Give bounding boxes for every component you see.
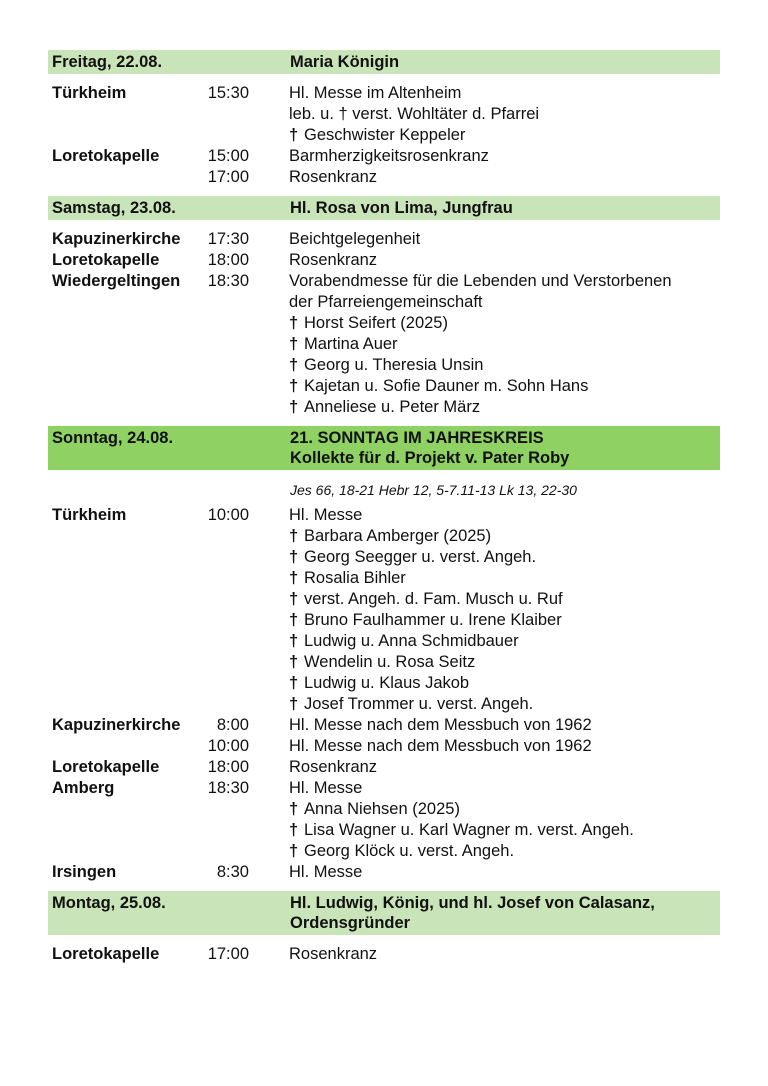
- detail-line: [289, 505, 720, 526]
- entry-details: [249, 736, 720, 757]
- detail-text: Lisa Wagner u. Karl Wagner m. verst. Angeh.: [304, 821, 634, 839]
- detail-text: Wendelin u. Rosa Seitz: [304, 653, 476, 671]
- schedule-entry: [48, 862, 720, 883]
- detail-text: Georg Seegger u. verst. Angeh.: [304, 548, 537, 566]
- cross-icon: †: [289, 590, 299, 608]
- detail-line: [289, 229, 720, 250]
- detail-text: Barmherzigkeitsrosenkranz: [289, 147, 489, 165]
- day-header: [48, 50, 720, 74]
- detail-text: Hl. Messe nach dem Messbuch von 1962: [289, 737, 592, 755]
- entry-place: Kapuzinerkirche: [52, 230, 181, 248]
- detail-line: [289, 589, 720, 610]
- entry-time: 8:00: [216, 716, 249, 734]
- entry-details: [249, 167, 720, 188]
- detail-line: [289, 104, 720, 125]
- detail-line: [289, 167, 720, 188]
- cross-icon: †: [289, 695, 299, 713]
- cross-icon: †: [289, 653, 299, 671]
- entry-details: [249, 250, 720, 271]
- schedule-entry: [48, 944, 720, 965]
- entry-details: [249, 271, 720, 418]
- cross-icon: †: [289, 800, 299, 818]
- detail-text: Hl. Messe: [289, 779, 363, 797]
- feast-title: [290, 52, 720, 72]
- entry-time: 8:30: [216, 863, 249, 881]
- entry-details: [249, 505, 720, 715]
- cross-icon: †: [289, 569, 299, 587]
- cross-icon: †: [289, 548, 299, 566]
- entry-time: 18:30: [207, 779, 249, 797]
- feast-line: Ordensgründer: [290, 914, 411, 932]
- entry-place: Wiedergeltingen: [52, 272, 181, 290]
- entry-details: [249, 83, 720, 146]
- detail-text: Geschwister Keppeler: [304, 126, 466, 144]
- schedule-page: [48, 50, 720, 973]
- day-header: [48, 196, 720, 220]
- detail-line: [289, 250, 720, 271]
- detail-line: [289, 944, 720, 965]
- detail-line: [289, 778, 720, 799]
- entry-place: Amberg: [52, 779, 115, 797]
- detail-text: Rosenkranz: [289, 251, 378, 269]
- detail-line: [289, 673, 720, 694]
- entry-time: 15:30: [207, 84, 249, 102]
- detail-text: Anna Niehsen (2025): [304, 800, 460, 818]
- entry-place: Loretokapelle: [52, 758, 160, 776]
- entry-details: [249, 757, 720, 778]
- day-section: [48, 891, 720, 973]
- detail-line: [289, 610, 720, 631]
- cross-icon: †: [289, 335, 299, 353]
- detail-line: [289, 799, 720, 820]
- day-date: Freitag, 22.08.: [52, 53, 163, 71]
- day-section: [48, 426, 720, 891]
- entry-place: Loretokapelle: [52, 945, 160, 963]
- detail-text: Beichtgelegenheit: [289, 230, 421, 248]
- day-body: [48, 935, 720, 973]
- detail-text: Georg Klöck u. verst. Angeh.: [304, 842, 515, 860]
- detail-line: [289, 376, 720, 397]
- schedule-entry: [48, 715, 720, 736]
- feast-line: 21. SONNTAG IM JAHRESKREIS: [290, 429, 544, 447]
- cross-icon: †: [289, 126, 299, 144]
- entry-time: 17:30: [207, 230, 249, 248]
- cross-icon: †: [289, 842, 299, 860]
- entry-place: Loretokapelle: [52, 251, 160, 269]
- detail-line: [289, 841, 720, 862]
- detail-text: Hl. Messe: [289, 863, 363, 881]
- detail-line: [289, 397, 720, 418]
- day-body: [48, 470, 720, 891]
- entry-time: 17:00: [207, 168, 249, 186]
- entry-place: Türkheim: [52, 506, 127, 524]
- detail-text: Vorabendmesse für die Lebenden und Verstorbenen: [289, 272, 672, 290]
- detail-text: Rosenkranz: [289, 758, 378, 776]
- entry-place: [48, 167, 197, 188]
- detail-text: Barbara Amberger (2025): [304, 527, 492, 545]
- day-date: Montag, 25.08.: [52, 894, 166, 912]
- detail-line: [289, 820, 720, 841]
- schedule-entry: [48, 146, 720, 167]
- schedule-entry: [48, 736, 720, 757]
- detail-text: Rosalia Bihler: [304, 569, 406, 587]
- detail-line: [289, 526, 720, 547]
- detail-text: Georg u. Theresia Unsin: [304, 356, 484, 374]
- detail-text: Hl. Messe im Altenheim: [289, 84, 462, 102]
- entry-time: 18:30: [207, 272, 249, 290]
- day-body: [48, 220, 720, 426]
- feast-title: [290, 198, 720, 218]
- day-section: [48, 50, 720, 196]
- entry-details: [249, 862, 720, 883]
- cross-icon: †: [289, 377, 299, 395]
- feast-line: Maria Königin: [290, 53, 400, 71]
- detail-text: Martina Auer: [304, 335, 398, 353]
- entry-place: Irsingen: [52, 863, 117, 881]
- cross-icon: †: [289, 314, 299, 332]
- detail-line: [289, 631, 720, 652]
- cross-icon: †: [289, 398, 299, 416]
- entry-time: 18:00: [207, 758, 249, 776]
- entry-details: [249, 778, 720, 862]
- entry-details: [249, 229, 720, 250]
- entry-time: 17:00: [207, 945, 249, 963]
- schedule-entry: [48, 757, 720, 778]
- detail-text: Ludwig u. Anna Schmidbauer: [304, 632, 519, 650]
- detail-text: Horst Seifert (2025): [304, 314, 448, 332]
- scripture-readings: Jes 66, 18-21 Hebr 12, 5-7.11-13 Lk 13, 22-30: [290, 482, 577, 498]
- day-header: [48, 426, 720, 470]
- feast-line: Hl. Rosa von Lima, Jungfrau: [290, 199, 513, 217]
- entry-details: [249, 944, 720, 965]
- detail-text: Anneliese u. Peter März: [304, 398, 481, 416]
- day-date: Sonntag, 24.08.: [52, 429, 174, 447]
- schedule-entry: [48, 505, 720, 715]
- detail-line: [289, 83, 720, 104]
- detail-line: [289, 125, 720, 146]
- cross-icon: †: [289, 527, 299, 545]
- detail-text: Ludwig u. Klaus Jakob: [304, 674, 470, 692]
- entry-place: Kapuzinerkirche: [52, 716, 181, 734]
- cross-icon: †: [289, 632, 299, 650]
- day-header: [48, 891, 720, 935]
- detail-line: [289, 652, 720, 673]
- schedule-entry: [48, 778, 720, 862]
- detail-line: [289, 313, 720, 334]
- schedule-entry: [48, 167, 720, 188]
- day-section: [48, 196, 720, 426]
- entry-time: 10:00: [207, 737, 249, 755]
- cross-icon: †: [289, 356, 299, 374]
- cross-icon: †: [289, 674, 299, 692]
- detail-line: [289, 694, 720, 715]
- detail-line: [289, 292, 720, 313]
- entry-time: 15:00: [207, 147, 249, 165]
- detail-text: Rosenkranz: [289, 168, 378, 186]
- detail-line: [289, 547, 720, 568]
- entry-place: [48, 736, 197, 757]
- detail-line: [289, 568, 720, 589]
- detail-line: [289, 355, 720, 376]
- detail-text: leb. u. † verst. Wohltäter d. Pfarrei: [289, 105, 540, 123]
- detail-text: verst. Angeh. d. Fam. Musch u. Ruf: [304, 590, 563, 608]
- entry-time: 18:00: [207, 251, 249, 269]
- detail-text: Hl. Messe: [289, 506, 363, 524]
- detail-text: Hl. Messe nach dem Messbuch von 1962: [289, 716, 592, 734]
- detail-line: [289, 862, 720, 883]
- feast-line: Hl. Ludwig, König, und hl. Josef von Calasanz,: [290, 894, 655, 912]
- detail-text: Rosenkranz: [289, 945, 378, 963]
- feast-title: [290, 428, 720, 468]
- schedule-entry: [48, 271, 720, 418]
- day-date: Samstag, 23.08.: [52, 199, 176, 217]
- feast-line: Kollekte für d. Projekt v. Pater Roby: [290, 449, 570, 467]
- schedule-entry: [48, 83, 720, 146]
- detail-text: der Pfarreiengemeinschaft: [289, 293, 483, 311]
- feast-title: [290, 893, 720, 933]
- detail-line: [289, 757, 720, 778]
- detail-text: Bruno Faulhammer u. Irene Klaiber: [304, 611, 562, 629]
- entry-place: Loretokapelle: [52, 147, 160, 165]
- detail-line: [289, 271, 720, 292]
- entry-place: Türkheim: [52, 84, 127, 102]
- detail-line: [289, 736, 720, 757]
- detail-text: Kajetan u. Sofie Dauner m. Sohn Hans: [304, 377, 589, 395]
- cross-icon: †: [289, 611, 299, 629]
- detail-line: [289, 715, 720, 736]
- entry-details: [249, 146, 720, 167]
- detail-text: Josef Trommer u. verst. Angeh.: [304, 695, 534, 713]
- day-body: [48, 74, 720, 196]
- detail-line: [289, 146, 720, 167]
- schedule-entry: [48, 229, 720, 250]
- entry-details: [249, 715, 720, 736]
- detail-line: [289, 334, 720, 355]
- schedule-entry: [48, 250, 720, 271]
- cross-icon: †: [289, 821, 299, 839]
- entry-time: 10:00: [207, 506, 249, 524]
